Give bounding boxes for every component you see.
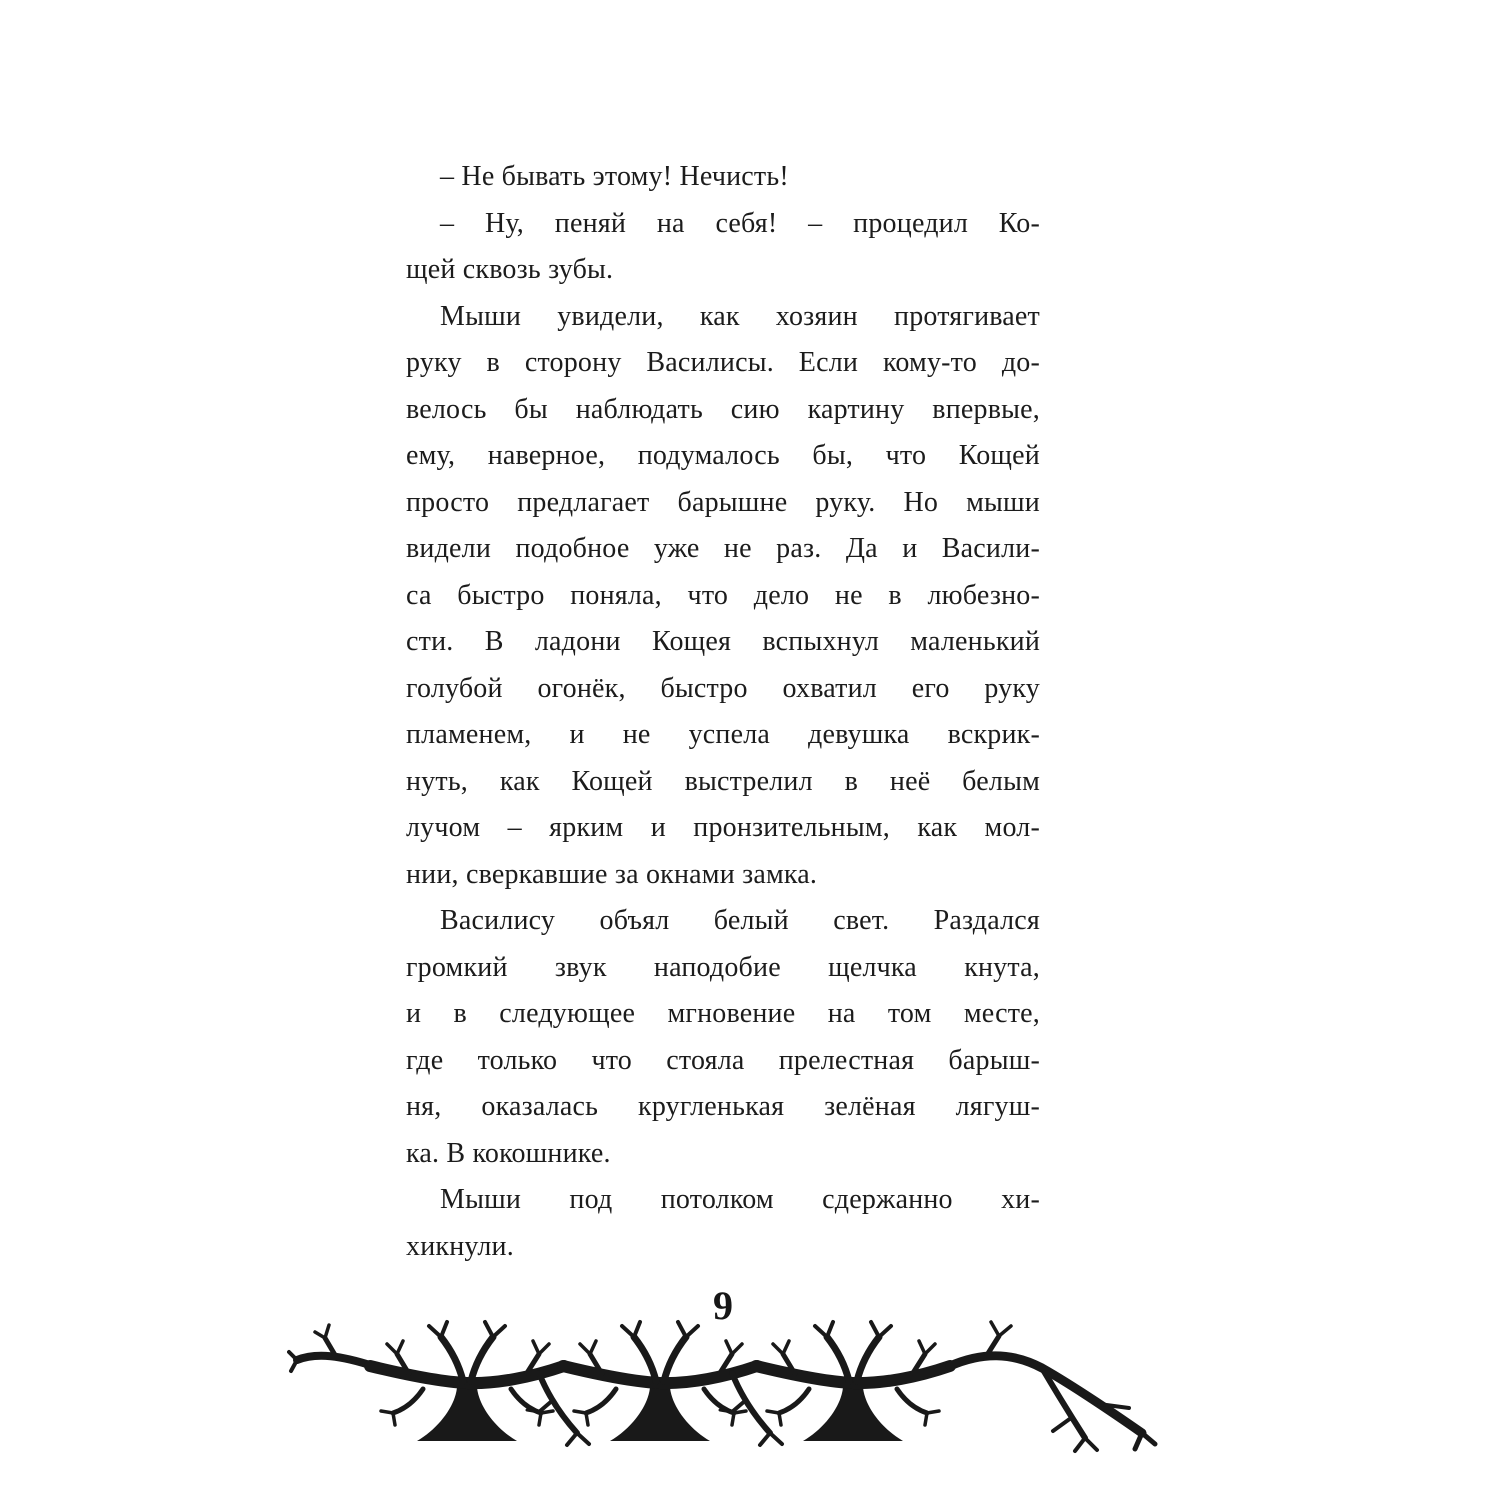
text-line: нуть, как Кощей выстрелил в неё белым [406,765,1040,797]
page-number: 9 [713,1283,733,1328]
text-line: са быстро поняла, что дело не в любезно- [406,579,1040,611]
text-line: громкий звук наподобие щелчка кнута, [406,951,1040,983]
text-line: сти. В ладони Кощея вспыхнул маленький [406,626,1040,657]
text-line: щей сквозь зубы. [406,254,614,285]
paragraph [406,1177,1040,1270]
text-line: лучом – ярким и пронзительным, как мол- [406,812,1040,843]
text-line: Мыши под потолком сдержанно хи- [440,1184,1040,1215]
text-line: Василису объял белый свет. Раздался [440,905,1040,936]
text-line: и в следующее мгновение на том месте, [406,998,1040,1029]
text-line: видели подобное уже не раз. Да и Васили- [406,533,1040,564]
text-line: – Не бывать этому! Нечисть! [440,161,789,192]
page-text [406,154,1040,1270]
text-line: велось бы наблюдать сию картину впервые, [406,393,1040,425]
text-line: Мыши увидели, как хозяин протягивает [440,300,1040,332]
paragraph [406,294,1040,899]
text-line: руку в сторону Василисы. Если кому-то до- [406,347,1040,378]
text-line: просто предлагает барышне руку. Но мыши [406,486,1040,518]
paragraph [406,154,1040,201]
text-line: где только что стояла прелестная барыш- [406,1044,1040,1076]
text-line: пламенем, и не успела девушка вскрик- [406,719,1040,750]
text-line: ня, оказалась кругленькая зелёная лягуш- [406,1091,1040,1122]
text-line: нии, сверкавшие за окнами замка. [406,858,818,890]
text-line: голубой огонёк, быстро охватил его руку [406,672,1040,704]
text-line: хикнули. [406,1230,514,1262]
text-line: ка. В кокошнике. [406,1137,611,1169]
paragraph [406,898,1040,1177]
bare-branches-ornament [287,1318,1167,1488]
text-line: – Ну, пеняй на себя! – процедил Ко- [440,207,1040,239]
paragraph [406,201,1040,294]
text-line: ему, наверное, подумалось бы, что Кощей [406,440,1040,471]
